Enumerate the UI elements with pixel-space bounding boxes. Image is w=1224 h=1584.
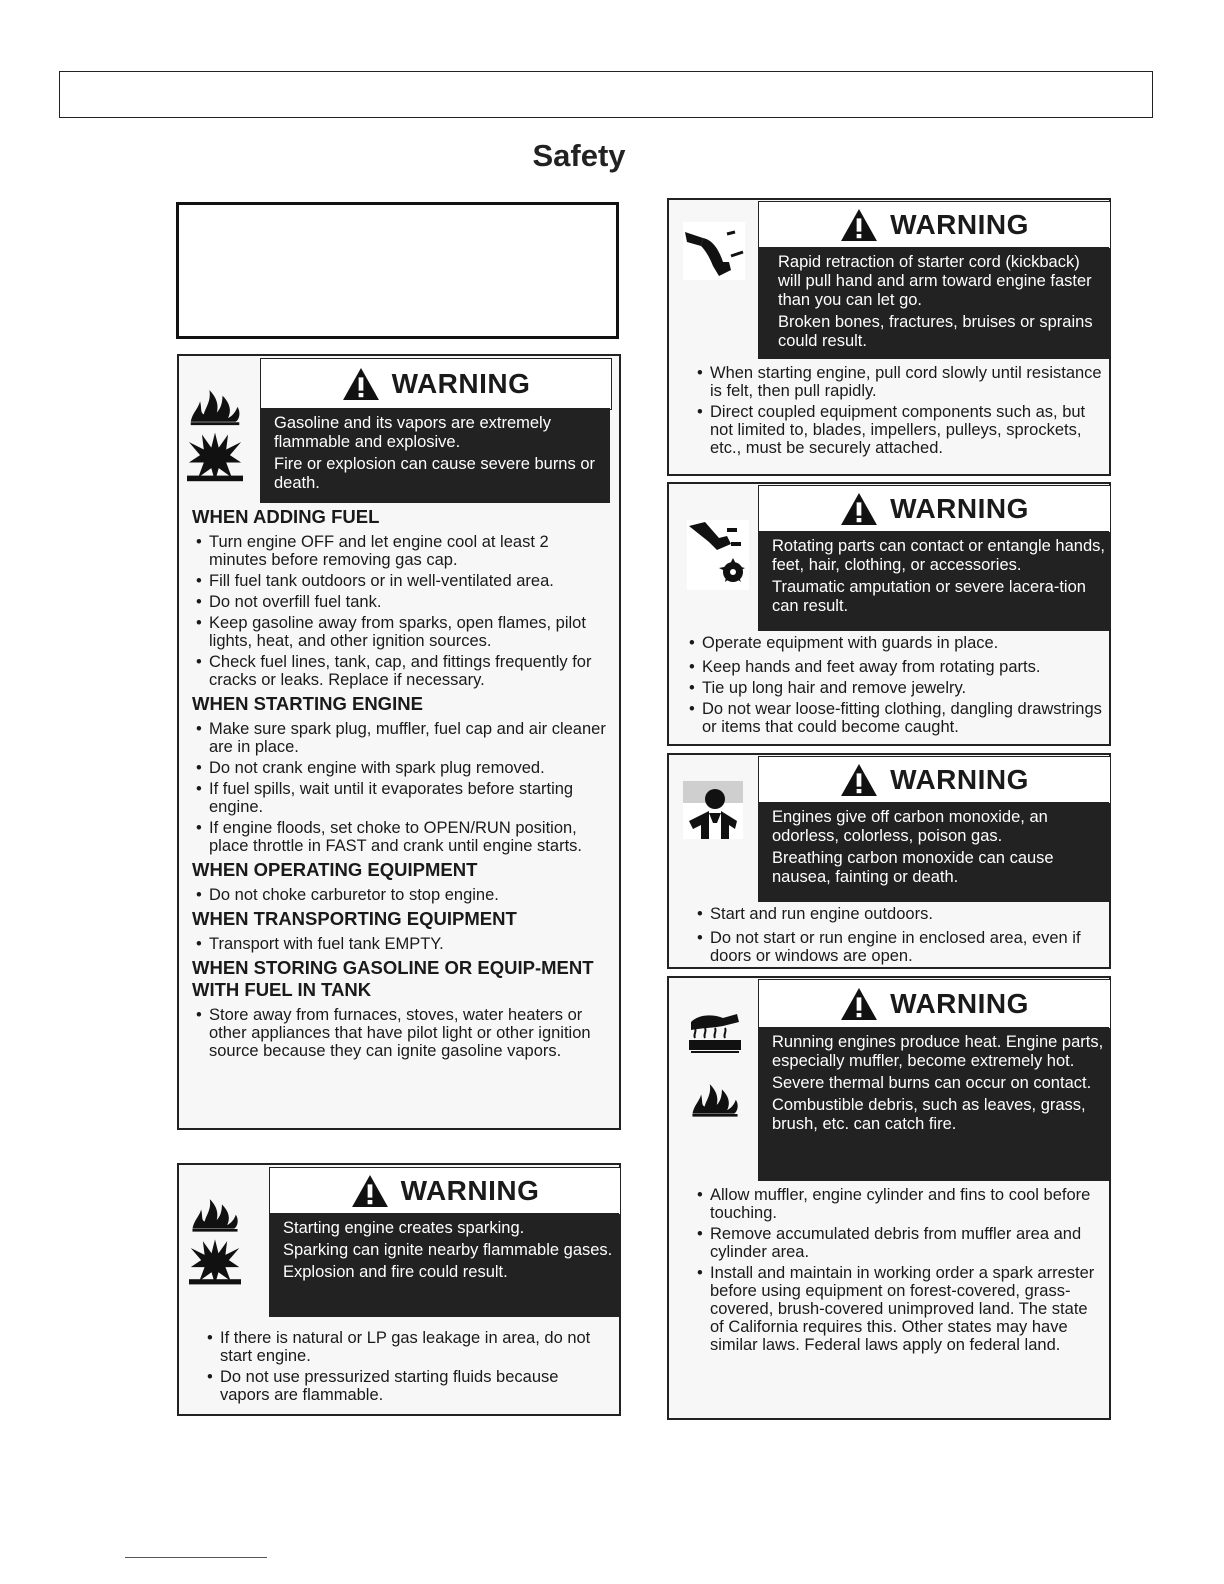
- list-item: • Allow muffler, engine cylinder and fins to cool before touching.: [693, 1186, 1101, 1222]
- page-title: Safety: [532, 138, 626, 173]
- warning-header: [260, 358, 612, 410]
- warning-header: [758, 201, 1111, 249]
- hand-pull-cord-icon: [683, 222, 745, 280]
- carbon-monoxide-hazard-icon: [683, 781, 743, 839]
- blank-notice-box: [176, 202, 619, 339]
- list-item: • Do not wear loose-fitting clothing, dangling drawstrings or items that could become caught.: [685, 700, 1105, 736]
- kickback-warning-panel: [667, 198, 1111, 476]
- warning-header: [269, 1167, 621, 1215]
- hazard-message: [260, 408, 610, 503]
- list-item: • Make sure spark plug, muffler, fuel cap and air cleaner are in place.: [192, 720, 607, 756]
- section-title: WHEN ADDING FUEL: [192, 506, 380, 527]
- footer-link-underline: [125, 1557, 267, 1558]
- list-item: • Do not overfill fuel tank.: [192, 593, 607, 611]
- fire-explosion-icons: [189, 1193, 249, 1293]
- hazard-message: [758, 531, 1109, 631]
- list-item: • Turn engine OFF and let engine cool at least 2 minutes before removing gas cap.: [192, 533, 607, 569]
- list-item: • If fuel spills, wait until it evaporates before starting engine.: [192, 780, 607, 816]
- hand-entanglement-icon: [687, 520, 749, 590]
- list-item: • If there is natural or LP gas leakage in area, do not start engine.: [203, 1329, 608, 1365]
- hazard-line: Traumatic amputation or severe lacera-tion can result.: [772, 578, 1086, 615]
- alert-triangle-icon: [840, 987, 878, 1021]
- alert-triangle-icon: [840, 208, 878, 242]
- section-title: WHEN STARTING ENGINE: [192, 693, 423, 714]
- warning-label: WARNING: [890, 493, 1029, 524]
- hazard-line: Running engines produce heat. Engine parts, especially muffler, become extremely hot.: [772, 1033, 1104, 1070]
- co-instructions: [693, 905, 1103, 968]
- list-item: • Fill fuel tank outdoors or in well-ventilated area.: [192, 572, 607, 590]
- warning-header: [758, 979, 1111, 1029]
- fire-explosion-icons: [187, 384, 247, 484]
- hazard-line: Breathing carbon monoxide can cause nausea, fainting or death.: [772, 849, 1054, 886]
- carbon-monoxide-warning-panel: [667, 753, 1111, 969]
- rotating-instructions: [685, 634, 1105, 739]
- hazard-line: Gasoline and its vapors are extremely flammable and explosive.: [274, 414, 551, 451]
- toxic-fumes-icon: [683, 781, 743, 839]
- hazard-message: [758, 1027, 1109, 1181]
- section-title: WHEN STORING GASOLINE OR EQUIP-MENT WITH FUEL IN TANK: [192, 957, 594, 1000]
- hazard-line: Sparking can ignite nearby flammable gases.: [283, 1241, 613, 1259]
- hazard-line: Starting engine creates sparking.: [283, 1219, 525, 1237]
- list-item: • Keep gasoline away from sparks, open flames, pilot lights, heat, and other ignition sources.: [192, 614, 607, 650]
- section-title: WHEN OPERATING EQUIPMENT: [192, 859, 478, 880]
- hazard-message: [758, 802, 1109, 902]
- warning-label: WARNING: [400, 1175, 540, 1206]
- list-item: • Check fuel lines, tank, cap, and fittings frequently for cracks or leaks. Replace if necessary.: [192, 653, 607, 689]
- header-bar: [59, 71, 1153, 118]
- warning-label: WARNING: [890, 209, 1029, 240]
- list-item: • Do not choke carburetor to stop engine.: [192, 886, 607, 904]
- warning-label: WARNING: [890, 988, 1029, 1019]
- list-item: • Operate equipment with guards in place.: [685, 634, 1105, 652]
- heat-instructions: [693, 1186, 1101, 1357]
- list-item: • Install and maintain in working order a spark arrester before using equipment on forest-covered, grass-covered, brush-covered unimproved land. The state of California requires this. Other states may have similar laws. Federal laws apply on federal land.: [693, 1264, 1101, 1354]
- fire-icon: [189, 1193, 241, 1233]
- alert-triangle-icon: [840, 492, 878, 526]
- alert-triangle-icon: [351, 1174, 389, 1208]
- list-item: • Transport with fuel tank EMPTY.: [192, 935, 607, 953]
- warning-label: WARNING: [391, 368, 531, 399]
- list-item: • Store away from furnaces, stoves, water heaters or other appliances that have pilot light or other ignition source because they can ignite gasoline vapors.: [192, 1006, 607, 1060]
- hazard-line: Rotating parts can contact or entangle hands, feet, hair, clothing, or accessories.: [772, 537, 1105, 574]
- rotating-parts-warning-panel: [667, 482, 1111, 746]
- hazard-line: Broken bones, fractures, bruises or sprains could result.: [778, 313, 1093, 350]
- list-item: • Start and run engine outdoors.: [693, 905, 1103, 923]
- alert-triangle-icon: [342, 367, 380, 401]
- list-item: • Direct coupled equipment components such as, but not limited to, blades, impellers, pulleys, sprockets, etc., must be securely attached.: [693, 403, 1103, 457]
- explosion-icon: [189, 1237, 241, 1285]
- warning-label: WARNING: [890, 764, 1029, 795]
- hazard-line: Engines give off carbon monoxide, an odorless, colorless, poison gas.: [772, 808, 1048, 845]
- warning-header: [758, 485, 1111, 533]
- hazard-line: Explosion and fire could result.: [283, 1263, 508, 1281]
- hazard-line: Combustible debris, such as leaves, grass, brush, etc. can catch fire.: [772, 1096, 1086, 1133]
- warning-header: [758, 756, 1111, 804]
- list-item: • Do not start or run engine in enclosed area, even if doors or windows are open.: [693, 929, 1103, 965]
- explosion-icon: [187, 430, 243, 482]
- alert-triangle-icon: [840, 763, 878, 797]
- list-item: • Do not use pressurized starting fluids because vapors are flammable.: [203, 1368, 608, 1404]
- rotating-hazard-icon: [687, 520, 749, 590]
- fuel-warning-panel: [177, 354, 621, 1130]
- list-item: • Remove accumulated debris from muffler area and cylinder area.: [693, 1225, 1101, 1261]
- hazard-line: Rapid retraction of starter cord (kickback) will pull hand and arm toward engine faster than you can let go.: [778, 253, 1092, 309]
- spark-warning-panel: [177, 1163, 621, 1416]
- hazard-message: [758, 247, 1109, 359]
- kickback-instructions: [693, 364, 1103, 460]
- section-title: WHEN TRANSPORTING EQUIPMENT: [192, 908, 517, 929]
- fire-icon: [187, 384, 243, 426]
- fuel-instructions: [192, 502, 607, 1063]
- hazard-line: Fire or explosion can cause severe burns or death.: [274, 455, 595, 492]
- list-item: • If engine floods, set choke to OPEN/RUN position, place throttle in FAST and crank until engine starts.: [192, 819, 607, 855]
- kickback-hazard-icon: [683, 222, 745, 280]
- list-item: • When starting engine, pull cord slowly until resistance is felt, then pull rapidly.: [693, 364, 1103, 400]
- hazard-line: Severe thermal burns can occur on contact.: [772, 1074, 1092, 1092]
- spark-instructions: [203, 1329, 608, 1407]
- heat-hazard-icons: [689, 1008, 743, 1120]
- fire-icon: [689, 1078, 741, 1118]
- heat-warning-panel: [667, 976, 1111, 1420]
- hazard-message: [269, 1213, 619, 1317]
- list-item: • Do not crank engine with spark plug removed.: [192, 759, 607, 777]
- list-item: • Tie up long hair and remove jewelry.: [685, 679, 1105, 697]
- list-item: • Keep hands and feet away from rotating parts.: [685, 658, 1105, 676]
- hot-surface-icon: [689, 1008, 741, 1056]
